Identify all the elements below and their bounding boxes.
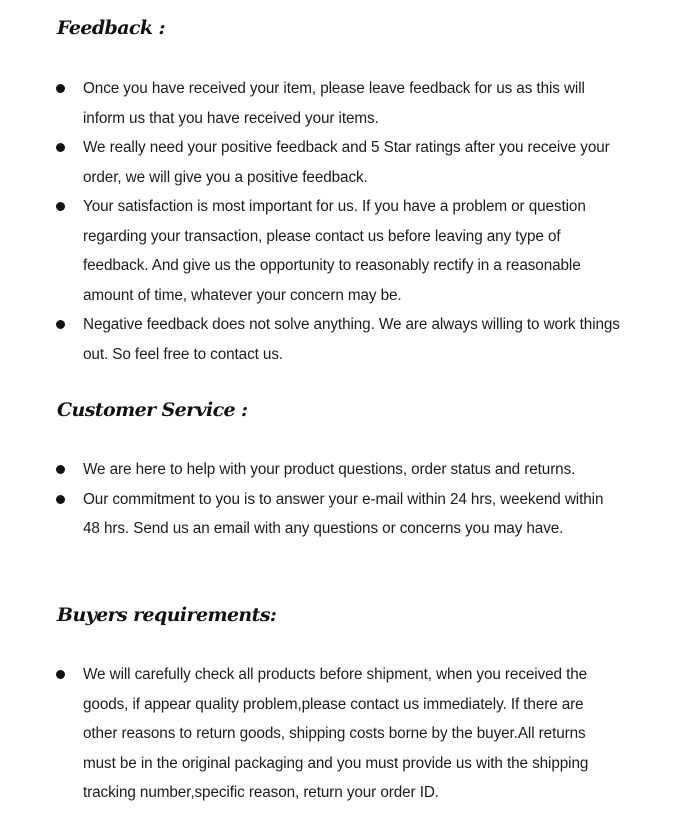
- list-item: Once you have received your item, please leave feedback for us as this will inform us that you have received your items.: [0, 74, 690, 133]
- bullet-icon: [56, 670, 65, 679]
- feedback-list: [0, 74, 690, 369]
- list-item: Your satisfaction is most important for us. If you have a problem or question regarding your transaction, please contact us before leaving any type of feedback. And give us the opportunity to reasonably rectify in a reasonable amount of time, whatever your concern may be.: [0, 192, 690, 310]
- bullet-icon: [56, 495, 65, 504]
- customer-service-heading: Customer Service :: [57, 399, 248, 421]
- list-item: We will carefully check all products before shipment, when you received the goods, if appear quality problem,please contact us immediately. If there are other reasons to return goods, shipping costs borne by the buyer.All returns must be in the original packaging and you must provide us with the shipping tracking number,specific reason, return your order ID.: [0, 660, 690, 808]
- bullet-icon: [56, 465, 65, 474]
- list-item: Our commitment to you is to answer your e-mail within 24 hrs, weekend within 48 hrs. Send us an email with any questions or concerns you may have.: [0, 485, 690, 544]
- bullet-icon: [56, 84, 65, 93]
- buyers-requirements-list: [0, 660, 690, 808]
- list-item: We are here to help with your product questions, order status and returns.: [0, 455, 690, 485]
- feedback-heading: Feedback :: [57, 17, 165, 39]
- bullet-icon: [56, 202, 65, 211]
- customer-service-list: [0, 455, 690, 544]
- list-item: Negative feedback does not solve anything. We are always willing to work things out. So feel free to contact us.: [0, 310, 690, 369]
- bullet-icon: [56, 320, 65, 329]
- buyers-requirements-heading: Buyers requirements:: [57, 604, 277, 626]
- bullet-icon: [56, 143, 65, 152]
- list-item: We really need your positive feedback and 5 Star ratings after you receive your order, we will give you a positive feedback.: [0, 133, 690, 192]
